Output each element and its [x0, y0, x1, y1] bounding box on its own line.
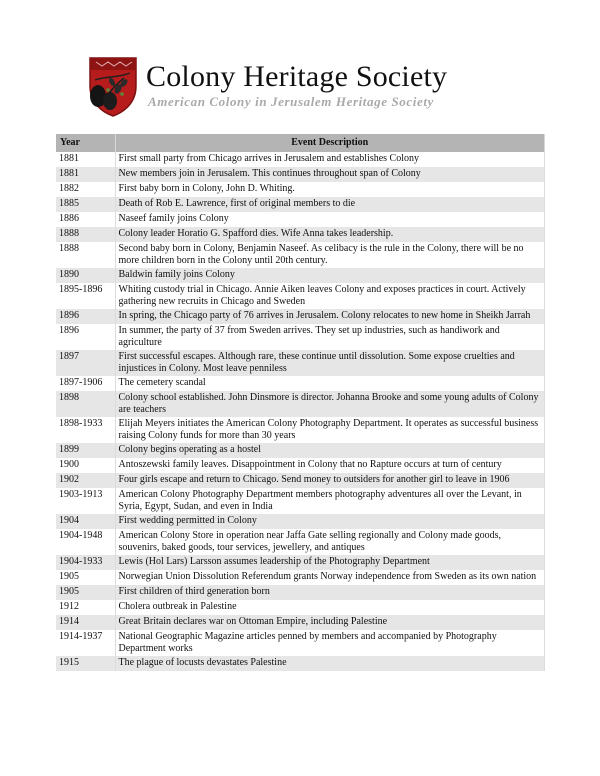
event-cell: Four girls escape and return to Chicago. Send money to outsiders for another girl to leave in 1906 — [115, 473, 545, 488]
table-row — [56, 514, 545, 529]
event-cell: First children of third generation born — [115, 585, 545, 600]
year-cell: 1898 — [56, 391, 115, 417]
year-cell: 1902 — [56, 473, 115, 488]
column-header-year: Year — [56, 134, 115, 152]
year-cell: 1905 — [56, 570, 115, 585]
table-header-row — [56, 134, 545, 152]
table-row — [56, 443, 545, 458]
event-cell: Great Britain declares war on Ottoman Empire, including Palestine — [115, 615, 545, 630]
event-cell: Norwegian Union Dissolution Referendum grants Norway independence from Sweden as its own nation — [115, 570, 545, 585]
table-row — [56, 656, 545, 671]
year-cell: 1914 — [56, 615, 115, 630]
year-cell: 1885 — [56, 197, 115, 212]
table-row — [56, 600, 545, 615]
table-row — [56, 152, 545, 167]
table-row — [56, 417, 545, 443]
year-cell: 1904-1948 — [56, 529, 115, 555]
year-cell: 1897-1906 — [56, 376, 115, 391]
table-row — [56, 570, 545, 585]
event-cell: Cholera outbreak in Palestine — [115, 600, 545, 615]
table-row — [56, 585, 545, 600]
year-cell: 1905 — [56, 585, 115, 600]
event-cell: Naseef family joins Colony — [115, 212, 545, 227]
event-cell: In summer, the party of 37 from Sweden arrives. They set up industries, such as handiwork and agriculture — [115, 324, 545, 350]
year-cell: 1904 — [56, 514, 115, 529]
organization-title: Colony Heritage Society — [146, 60, 448, 93]
page-header — [88, 56, 558, 118]
event-cell: American Colony Photography Department members photography adventures all over the Levant, in Syria, Egypt, Sudan, and even in India — [115, 488, 545, 514]
event-cell: Lewis (Hol Lars) Larsson assumes leadership of the Photography Department — [115, 555, 545, 570]
year-cell: 1888 — [56, 242, 115, 268]
table-row — [56, 458, 545, 473]
event-cell: Second baby born in Colony, Benjamin Naseef. As celibacy is the rule in the Colony, there will be no more children born in the Colony until 20th century. — [115, 242, 545, 268]
year-cell: 1903-1913 — [56, 488, 115, 514]
events-table — [56, 134, 545, 671]
table-row — [56, 630, 545, 656]
event-cell: Colony leader Horatio G. Spafford dies. Wife Anna takes leadership. — [115, 227, 545, 242]
shield-olive-branch-icon — [88, 56, 138, 118]
table-row — [56, 268, 545, 283]
year-cell: 1914-1937 — [56, 630, 115, 656]
table-row — [56, 242, 545, 268]
event-cell: First wedding permitted in Colony — [115, 514, 545, 529]
event-cell: First small party from Chicago arrives in Jerusalem and establishes Colony — [115, 152, 545, 167]
event-cell: Death of Rob E. Lawrence, first of original members to die — [115, 197, 545, 212]
event-cell: The plague of locusts devastates Palestine — [115, 656, 545, 671]
year-cell: 1888 — [56, 227, 115, 242]
year-cell: 1915 — [56, 656, 115, 671]
year-cell: 1897 — [56, 350, 115, 376]
event-cell: Colony school established. John Dinsmore is director. Johanna Brooke and some young adults of Colony are teachers — [115, 391, 545, 417]
year-cell: 1881 — [56, 152, 115, 167]
event-cell: The cemetery scandal — [115, 376, 545, 391]
table-row — [56, 197, 545, 212]
event-cell: Baldwin family joins Colony — [115, 268, 545, 283]
year-cell: 1912 — [56, 600, 115, 615]
event-cell: Colony begins operating as a hostel — [115, 443, 545, 458]
table-row — [56, 473, 545, 488]
table-row — [56, 212, 545, 227]
year-cell: 1898-1933 — [56, 417, 115, 443]
year-cell: 1881 — [56, 167, 115, 182]
table-row — [56, 529, 545, 555]
year-cell: 1904-1933 — [56, 555, 115, 570]
organization-subtitle: American Colony in Jerusalem Heritage Society — [148, 94, 434, 109]
year-cell: 1900 — [56, 458, 115, 473]
event-cell: Elijah Meyers initiates the American Colony Photography Department. It operates as successful business raising Colony funds for more than 30 years — [115, 417, 545, 443]
event-cell: New members join in Jerusalem. This continues throughout span of Colony — [115, 167, 545, 182]
table-row — [56, 488, 545, 514]
table-row — [56, 227, 545, 242]
table-row — [56, 283, 545, 309]
table-row — [56, 615, 545, 630]
table-row — [56, 350, 545, 376]
table-row — [56, 167, 545, 182]
event-cell: In spring, the Chicago party of 76 arrives in Jerusalem. Colony relocates to new home in Sheikh Jarrah — [115, 309, 545, 324]
year-cell: 1882 — [56, 182, 115, 197]
table-row — [56, 309, 545, 324]
event-cell: Whiting custody trial in Chicago. Annie Aiken leaves Colony and exposes practices in court. Actively gathering new recruits in Chicago and Sweden — [115, 283, 545, 309]
year-cell: 1886 — [56, 212, 115, 227]
event-cell: National Geographic Magazine articles penned by members and accompanied by Photography Department works — [115, 630, 545, 656]
table-row — [56, 324, 545, 350]
table-row — [56, 555, 545, 570]
year-cell: 1890 — [56, 268, 115, 283]
table-row — [56, 391, 545, 417]
event-cell: American Colony Store in operation near Jaffa Gate selling regionally and Colony made goods, souvenirs, baked goods, tour services, jewellery, and antiques — [115, 529, 545, 555]
event-cell: Antoszewski family leaves. Disappointment in Colony that no Rapture occurs at turn of century — [115, 458, 545, 473]
year-cell: 1896 — [56, 324, 115, 350]
year-cell: 1896 — [56, 309, 115, 324]
event-cell: First baby born in Colony, John D. Whiting. — [115, 182, 545, 197]
table-row — [56, 376, 545, 391]
year-cell: 1895-1896 — [56, 283, 115, 309]
table-row — [56, 182, 545, 197]
column-header-event: Event Description — [115, 134, 545, 152]
year-cell: 1899 — [56, 443, 115, 458]
event-cell: First successful escapes. Although rare, these continue until dissolution. Some expose cruelties and injustices in Colony. Most leave penniless — [115, 350, 545, 376]
